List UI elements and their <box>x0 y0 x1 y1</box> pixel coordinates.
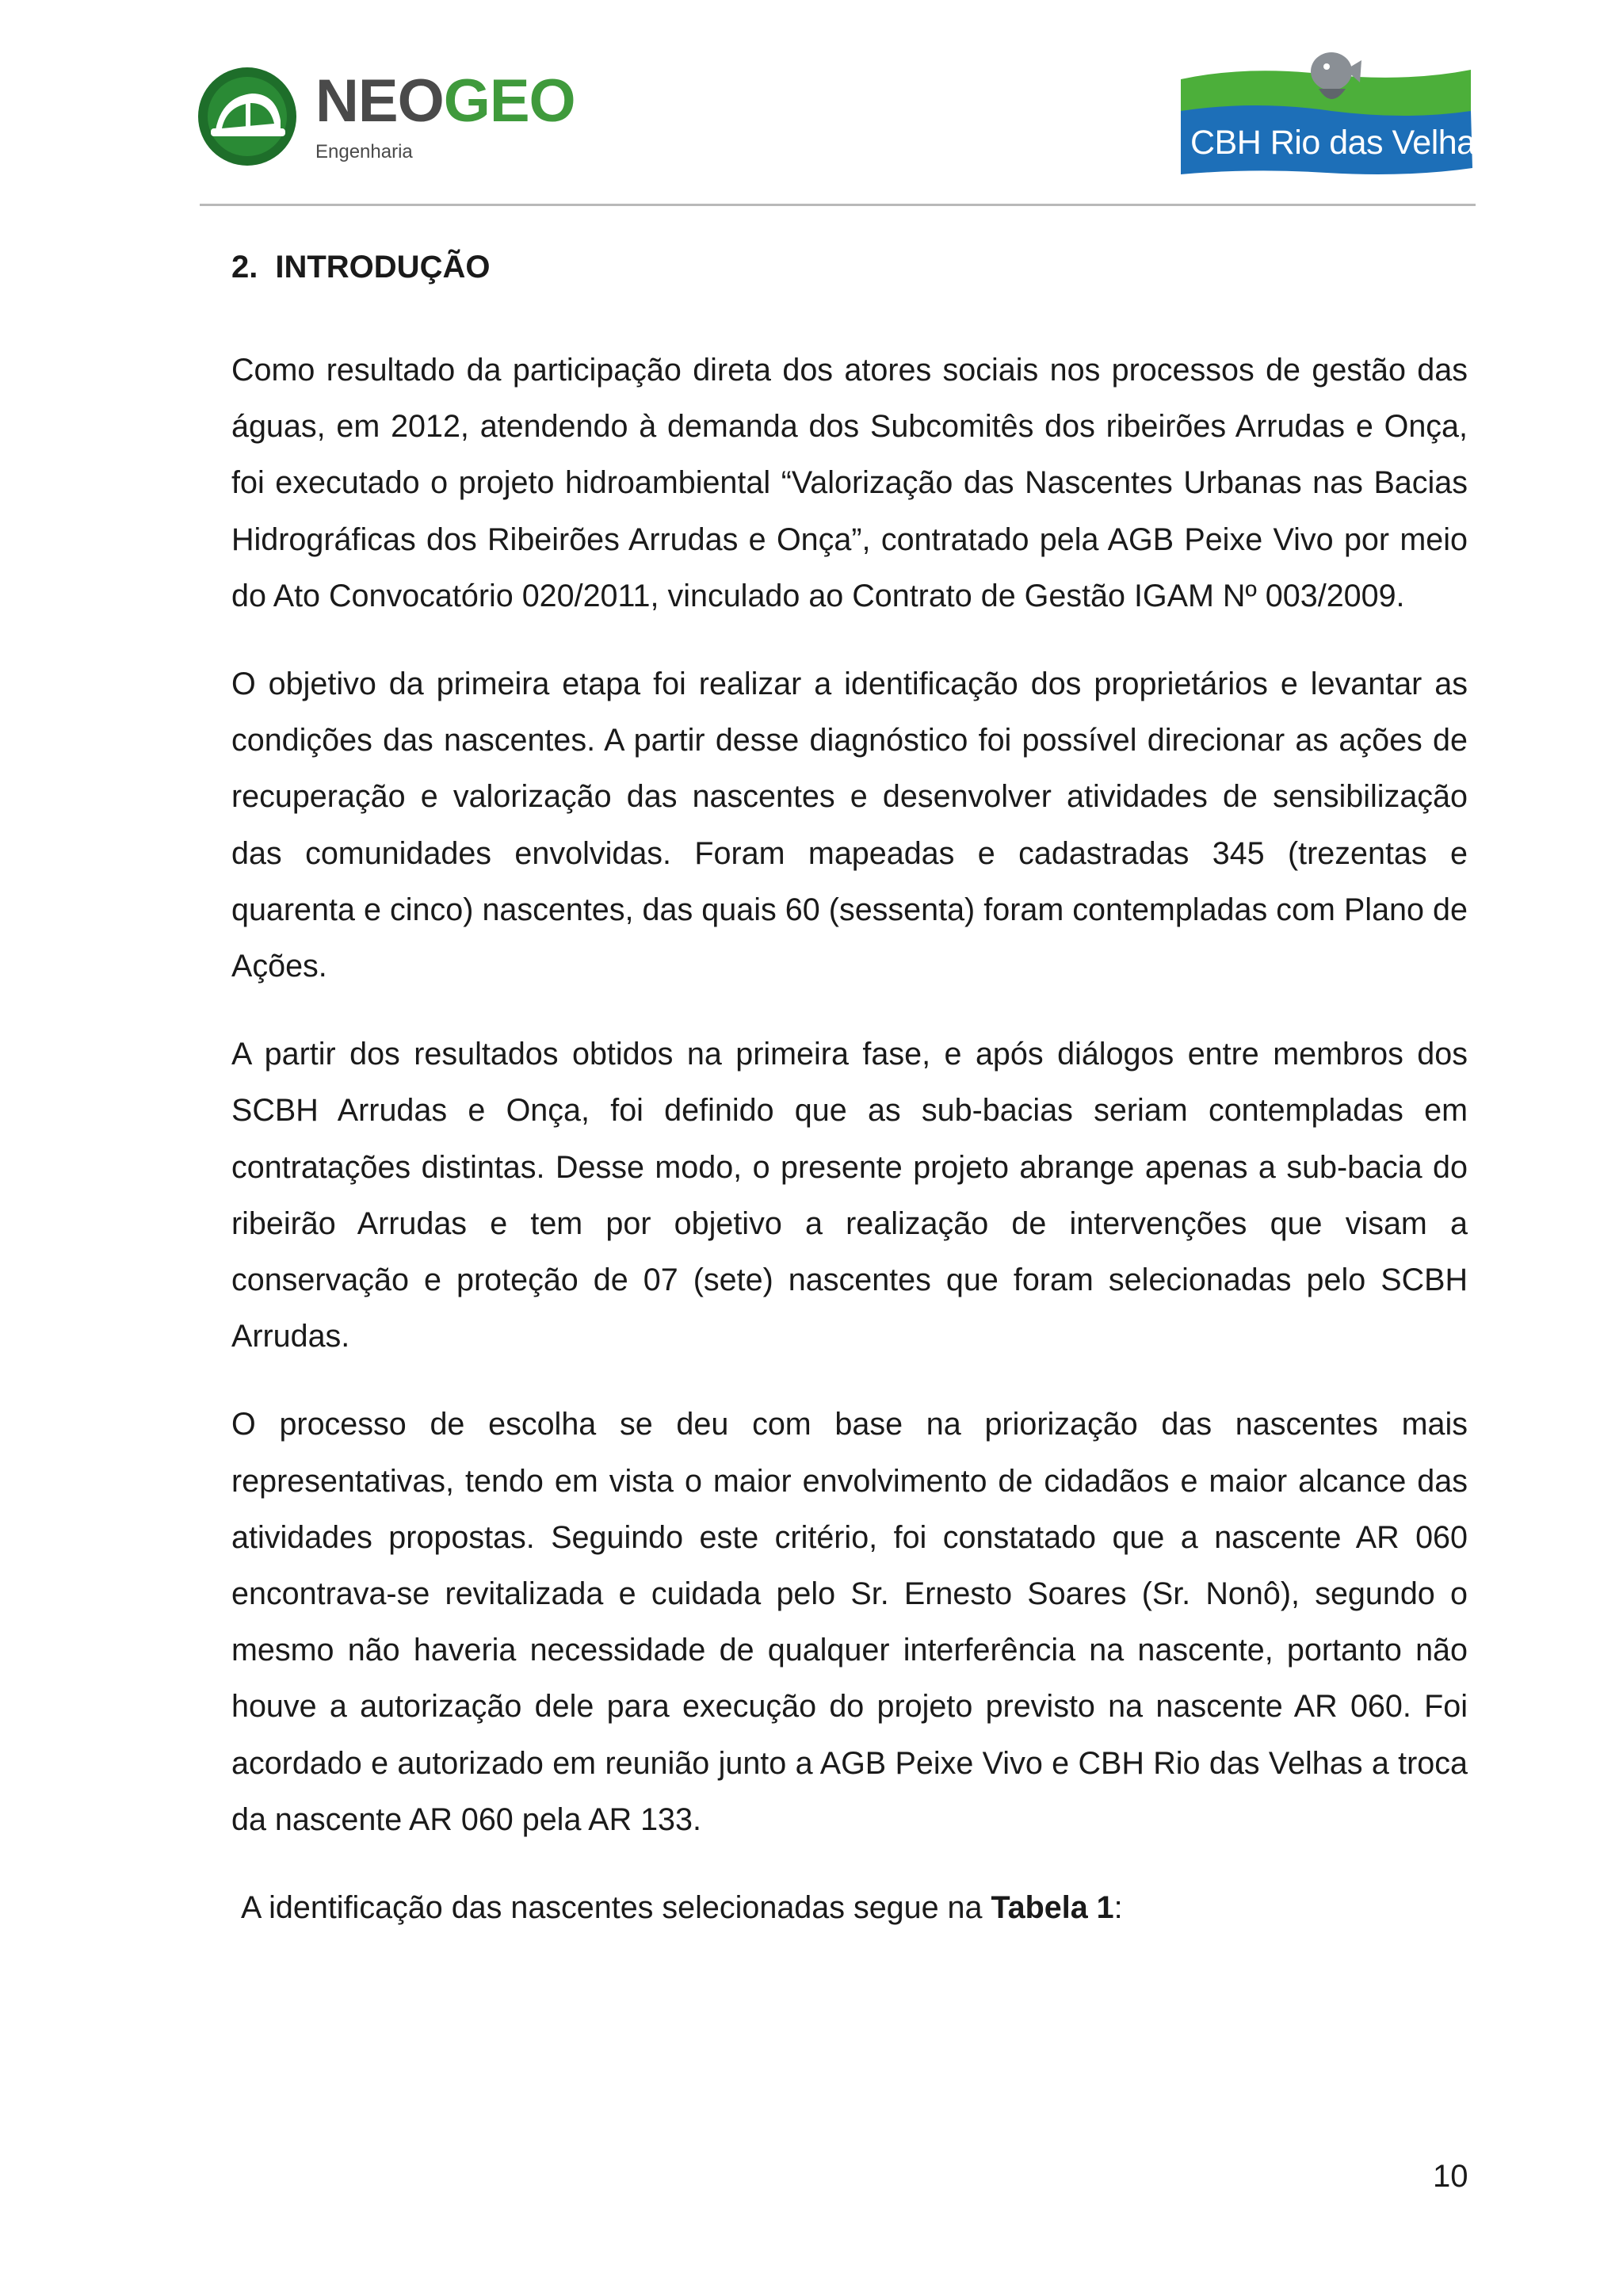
paragraph: O processo de escolha se deu com base na priorização das nascentes mais representativas, tendo em vista o maior envolvimento de cidadãos e maior alcance das atividades propostas. Seguindo este critério, foi constatado que a nascente AR 060 encontrava-se revitalizada e cuidada pelo Sr. Ernesto Soares (Sr. Nonô), segundo o mesmo não haveria necessidade de qualquer interferência na nascente, portanto não houve a autorização dele para execução do projeto previsto na nascente AR 060. Foi acordado e autorizado em reunião junto a AGB Peixe Vivo e CBH Rio das Velhas a troca da nascente AR 060 pela AR 133. <box>231 1407 1468 1837</box>
section-title: INTRODUÇÃO <box>275 250 491 285</box>
cbh-rio-das-velhas-logo <box>1176 48 1492 178</box>
logo-subtitle: Engenharia <box>315 141 413 162</box>
logo-neo-text: NEO <box>315 67 444 135</box>
paragraph: Como resultado da participação direta dos atores sociais nos processos de gestão das águas, em 2012, atendendo à demanda dos Subcomitês dos ribeirões Arrudas e Onça, foi executado o projeto hidroambiental “Valorização das Nascentes Urbanas nas Bacias Hidrográficas dos Ribeirões Arrudas e Onça”, contratado pela AGB Peixe Vivo por meio do Ato Convocatório 020/2011, vinculado ao Contrato de Gestão IGAM Nº 003/2009. <box>231 353 1468 613</box>
section-number: 2. <box>231 250 258 285</box>
header-divider <box>200 204 1476 206</box>
paragraph: O objetivo da primeira etapa foi realizar a identificação dos proprietários e levantar as condições das nascentes. A partir desse diagnóstico foi possível direcionar as ações de recuperação e valorização das nascentes e desenvolver atividades de sensibilização das comunidades envolvidas. Foram mapeadas e cadastradas 345 (trezentas e quarenta e cinco) nascentes, das quais 60 (sessenta) foram contempladas com Plano de Ações. <box>231 667 1468 984</box>
paragraph: A partir dos resultados obtidos na primeira fase, e após diálogos entre membros dos SCBH Arrudas e Onça, foi definido que as sub-bacias seriam contempladas em contratações distintas. Desse modo, o presente projeto abrange apenas a sub-bacia do ribeirão Arrudas e tem por objetivo a realização de intervenções que visam a conservação e proteção de 07 (sete) nascentes que foram selecionadas pelo SCBH Arrudas. <box>231 1037 1468 1354</box>
section-heading <box>231 244 1468 290</box>
page-header <box>0 0 1623 208</box>
closing-paragraph <box>241 1880 1468 1936</box>
logo-geo-text: GEO <box>443 67 575 135</box>
neogeo-wordmark <box>315 67 575 135</box>
document-body <box>231 244 1468 1968</box>
table-reference: Tabela 1 <box>991 1890 1114 1926</box>
closing-suffix: : <box>1113 1890 1123 1926</box>
page-number: 10 <box>1433 2159 1468 2194</box>
logo-cbh-text: CBH Rio das Velhas <box>1190 124 1492 162</box>
neogeo-logo <box>198 65 610 176</box>
closing-text: A identificação das nascentes selecionadas segue na <box>241 1890 991 1926</box>
helmet-icon <box>198 65 301 168</box>
